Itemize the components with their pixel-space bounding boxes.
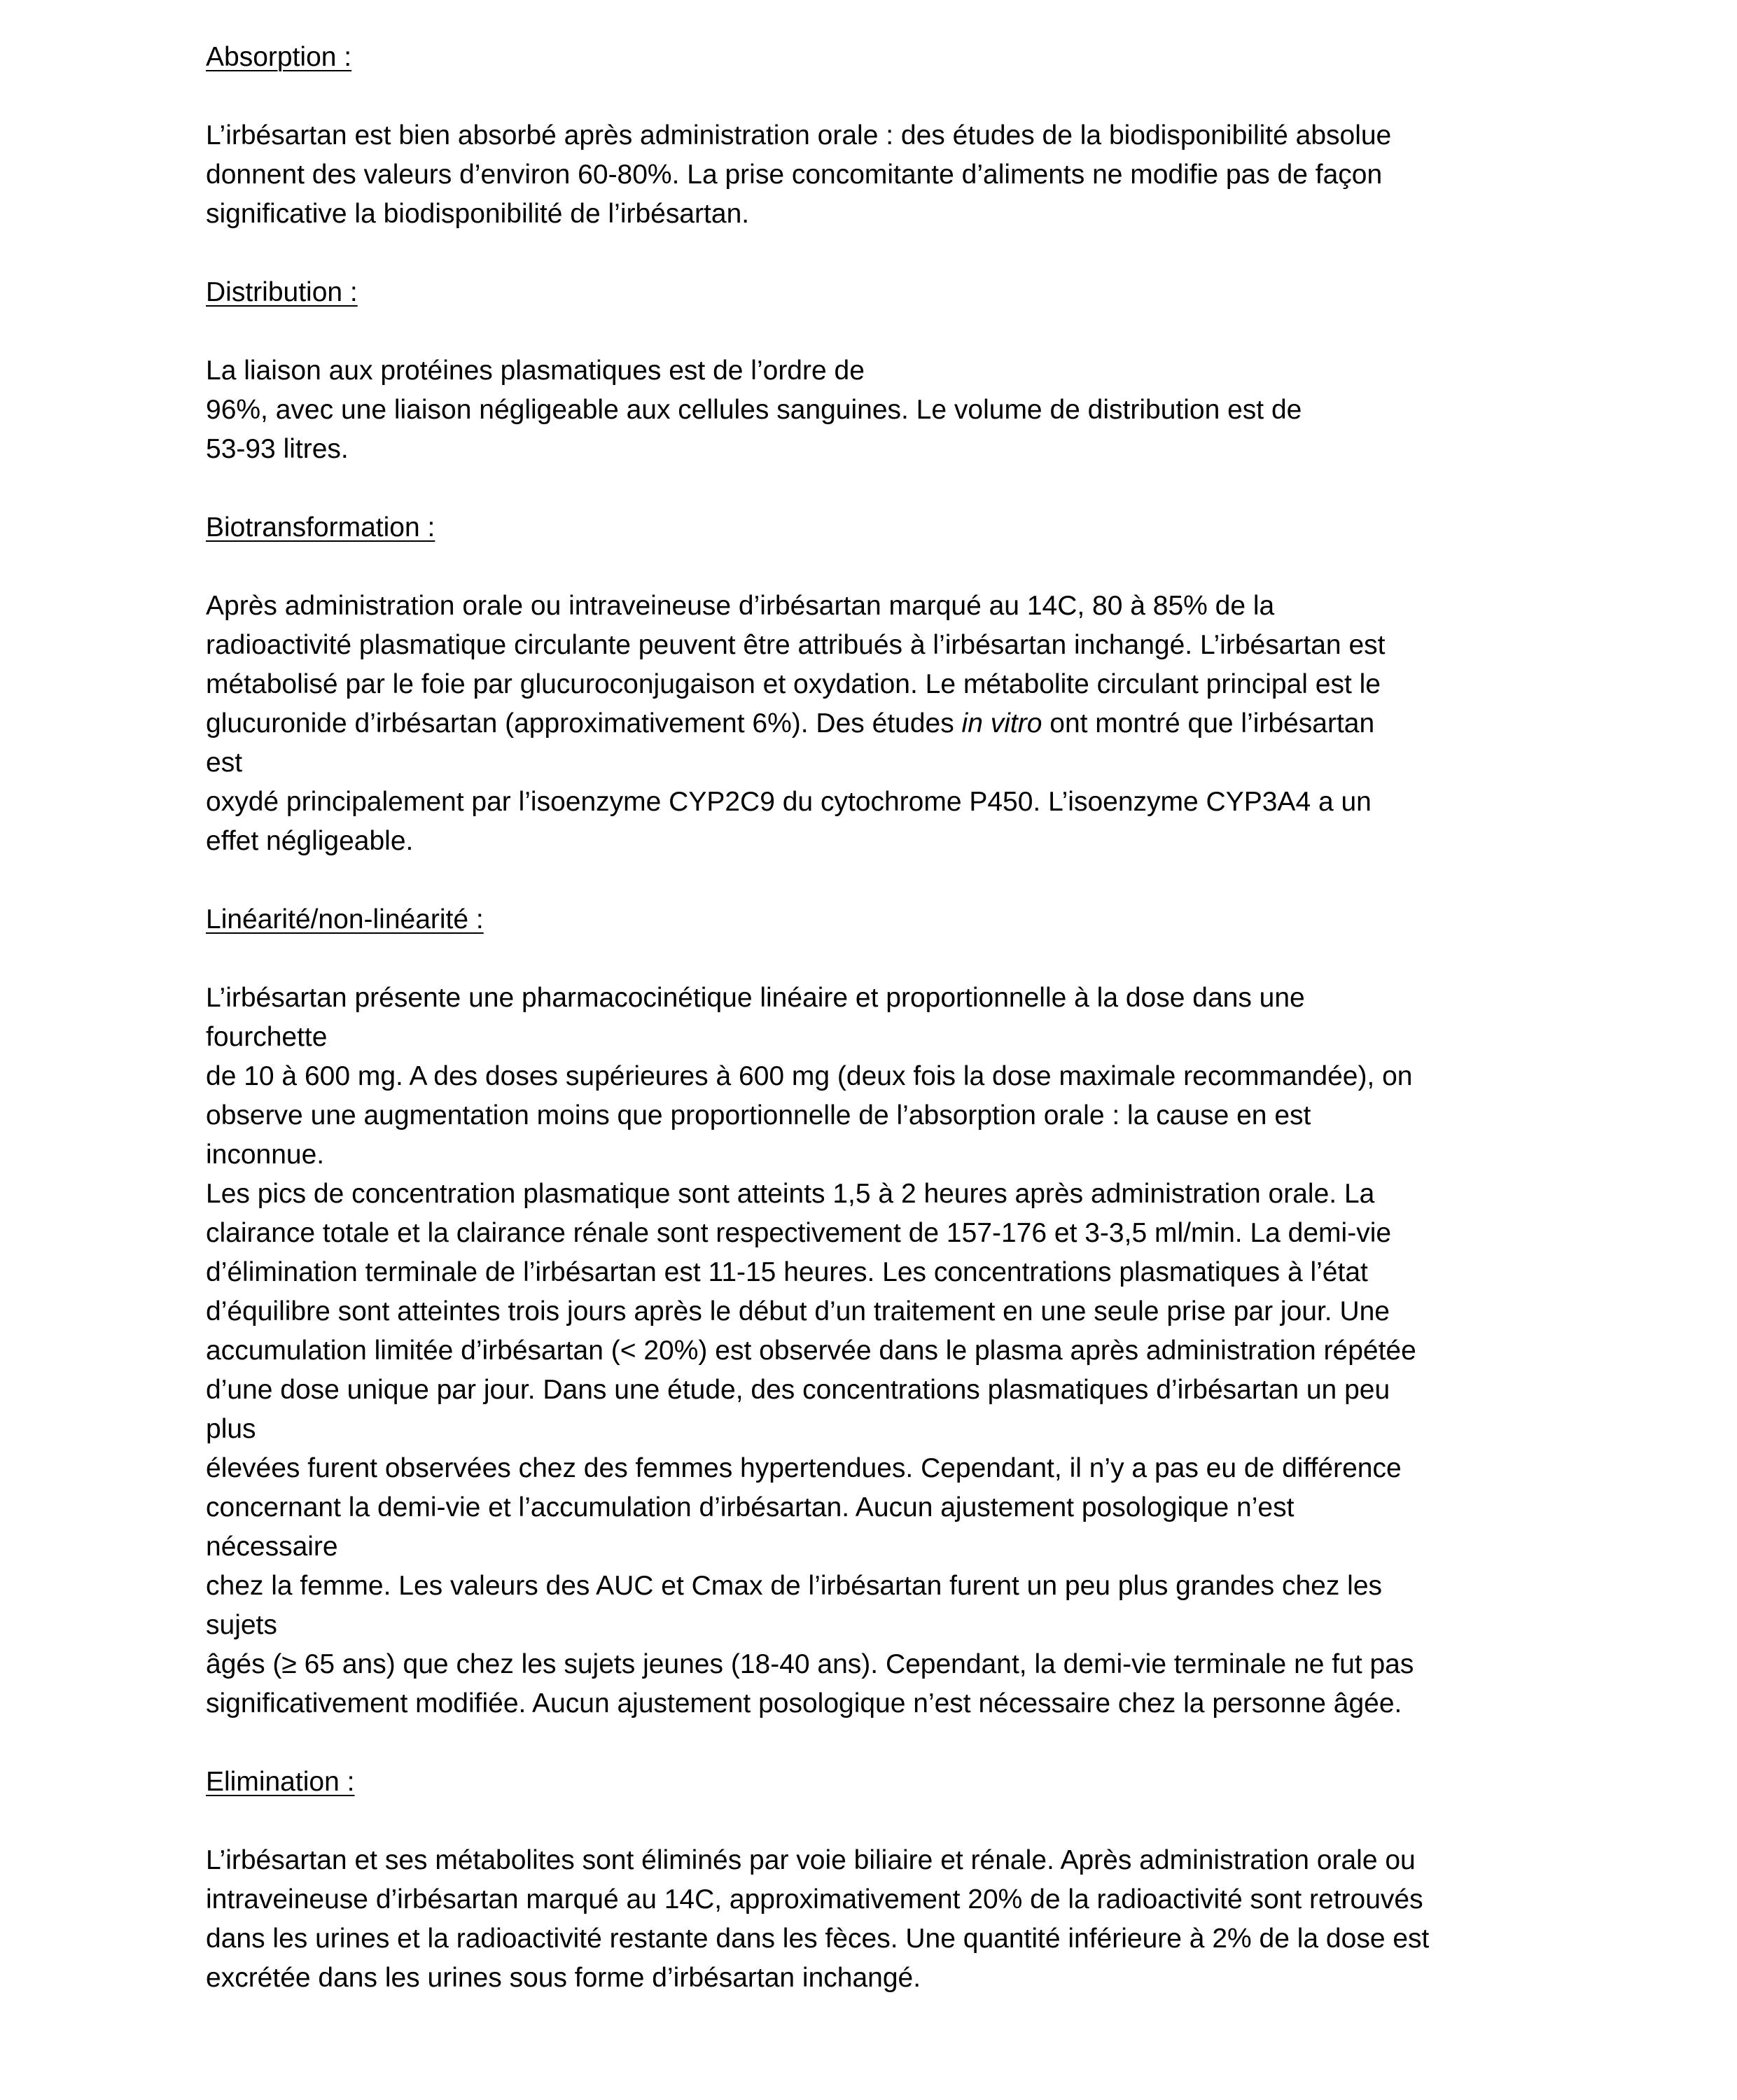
text-line: Les pics de concentration plasmatique sont atteints 1,5 à 2 heures après administration orale. La <box>206 1179 1375 1209</box>
text-line: significativement modifiée. Aucun ajustement posologique n’est nécessaire chez la personne âgée. <box>206 1688 1402 1718</box>
text-line: fourchette <box>206 1022 328 1052</box>
text-line: L’irbésartan et ses métabolites sont éliminés par voie biliaire et rénale. Après administration orale ou <box>206 1845 1416 1875</box>
text-line: donnent des valeurs d’environ 60-80%. La prise concomitante d’aliments ne modifie pas de façon <box>206 160 1383 190</box>
text-line: oxydé principalement par l’isoenzyme CYP2C9 du cytochrome P450. L’isoenzyme CYP3A4 a un <box>206 787 1372 817</box>
text-line: radioactivité plasmatique circulante peuvent être attribués à l’irbésartan inchangé. L’irbésartan est <box>206 630 1386 660</box>
text-line: âgés (≥ 65 ans) que chez les sujets jeunes (18-40 ans). Cependant, la demi-vie terminale ne fut pas <box>206 1649 1414 1679</box>
text-line: dans les urines et la radioactivité restante dans les fèces. Une quantité inférieure à 2% de la dose est <box>206 1924 1430 1954</box>
paragraph-distribution <box>206 351 1578 469</box>
paragraph-elimination <box>206 1841 1578 1998</box>
text-line: plus <box>206 1414 256 1444</box>
section-distribution <box>206 273 1578 469</box>
text-line: 96%, avec une liaison négligeable aux cellules sanguines. Le volume de distribution est de <box>206 395 1302 425</box>
section-heading-distribution: Distribution : <box>206 277 358 307</box>
text-line: effet négligeable. <box>206 826 414 856</box>
text-line: clairance totale et la clairance rénale sont respectivement de 157-176 et 3-3,5 ml/min. La demi-vie <box>206 1218 1392 1248</box>
text-line: observe une augmentation moins que proportionnelle de l’absorption orale : la cause en est <box>206 1100 1311 1130</box>
text-line: L’irbésartan est bien absorbé après administration orale : des études de la biodisponibilité absolue <box>206 120 1392 150</box>
paragraph-biotransformation <box>206 587 1578 861</box>
text-line: d’élimination terminale de l’irbésartan est 11-15 heures. Les concentrations plasmatiques à l’état <box>206 1257 1368 1287</box>
text-line: élevées furent observées chez des femmes hypertendues. Cependant, il n’y a pas eu de différence <box>206 1453 1402 1483</box>
section-absorption <box>206 38 1578 234</box>
text-line: 53-93 litres. <box>206 434 349 464</box>
text-line: chez la femme. Les valeurs des AUC et Cmax de l’irbésartan furent un peu plus grandes chez les <box>206 1571 1383 1601</box>
text-line: significative la biodisponibilité de l’irbésartan. <box>206 199 750 229</box>
section-heading-biotransformation: Biotransformation : <box>206 512 435 542</box>
text-line: sujets <box>206 1610 277 1640</box>
section-heading-absorption: Absorption : <box>206 42 352 72</box>
text-line: La liaison aux protéines plasmatiques est de l’ordre de <box>206 356 865 386</box>
text-segment: ont montré que l’irbésartan <box>1042 708 1375 738</box>
section-elimination <box>206 1763 1578 1998</box>
text-line: d’une dose unique par jour. Dans une étude, des concentrations plasmatiques d’irbésartan un peu <box>206 1375 1390 1405</box>
text-line: L’irbésartan présente une pharmacocinétique linéaire et proportionnelle à la dose dans une <box>206 983 1305 1013</box>
section-heading-elimination: Elimination : <box>206 1767 355 1797</box>
section-linearite <box>206 900 1578 1723</box>
text-line: d’équilibre sont atteintes trois jours après le début d’un traitement en une seule prise par jour. Une <box>206 1296 1390 1326</box>
text-line: nécessaire <box>206 1532 338 1562</box>
text-line: concernant la demi-vie et l’accumulation d’irbésartan. Aucun ajustement posologique n’est <box>206 1492 1295 1522</box>
text-line: intraveineuse d’irbésartan marqué au 14C, approximativement 20% de la radioactivité sont retrouvés <box>206 1884 1423 1914</box>
text-line: métabolisé par le foie par glucuroconjugaison et oxydation. Le métabolite circulant principal est le <box>206 669 1381 699</box>
paragraph-linearite <box>206 979 1578 1723</box>
text-line: Après administration orale ou intraveineuse d’irbésartan marqué au 14C, 80 à 85% de la <box>206 591 1275 621</box>
italic-text: in vitro <box>961 708 1042 738</box>
text-line-mixed <box>206 704 1578 743</box>
text-segment: glucuronide d’irbésartan (approximativement 6%). Des études <box>206 708 962 738</box>
text-line: excrétée dans les urines sous forme d’irbésartan inchangé. <box>206 1963 921 1993</box>
text-line: de 10 à 600 mg. A des doses supérieures à 600 mg (deux fois la dose maximale recommandée), on <box>206 1061 1413 1091</box>
text-line: inconnue. <box>206 1140 325 1170</box>
section-biotransformation <box>206 508 1578 861</box>
document-page <box>206 38 1578 2037</box>
text-line: accumulation limitée d’irbésartan (< 20%) est observée dans le plasma après administration répétée <box>206 1336 1416 1366</box>
text-line: est <box>206 748 243 778</box>
paragraph-absorption <box>206 116 1578 234</box>
section-heading-linearite: Linéarité/non-linéarité : <box>206 904 484 934</box>
